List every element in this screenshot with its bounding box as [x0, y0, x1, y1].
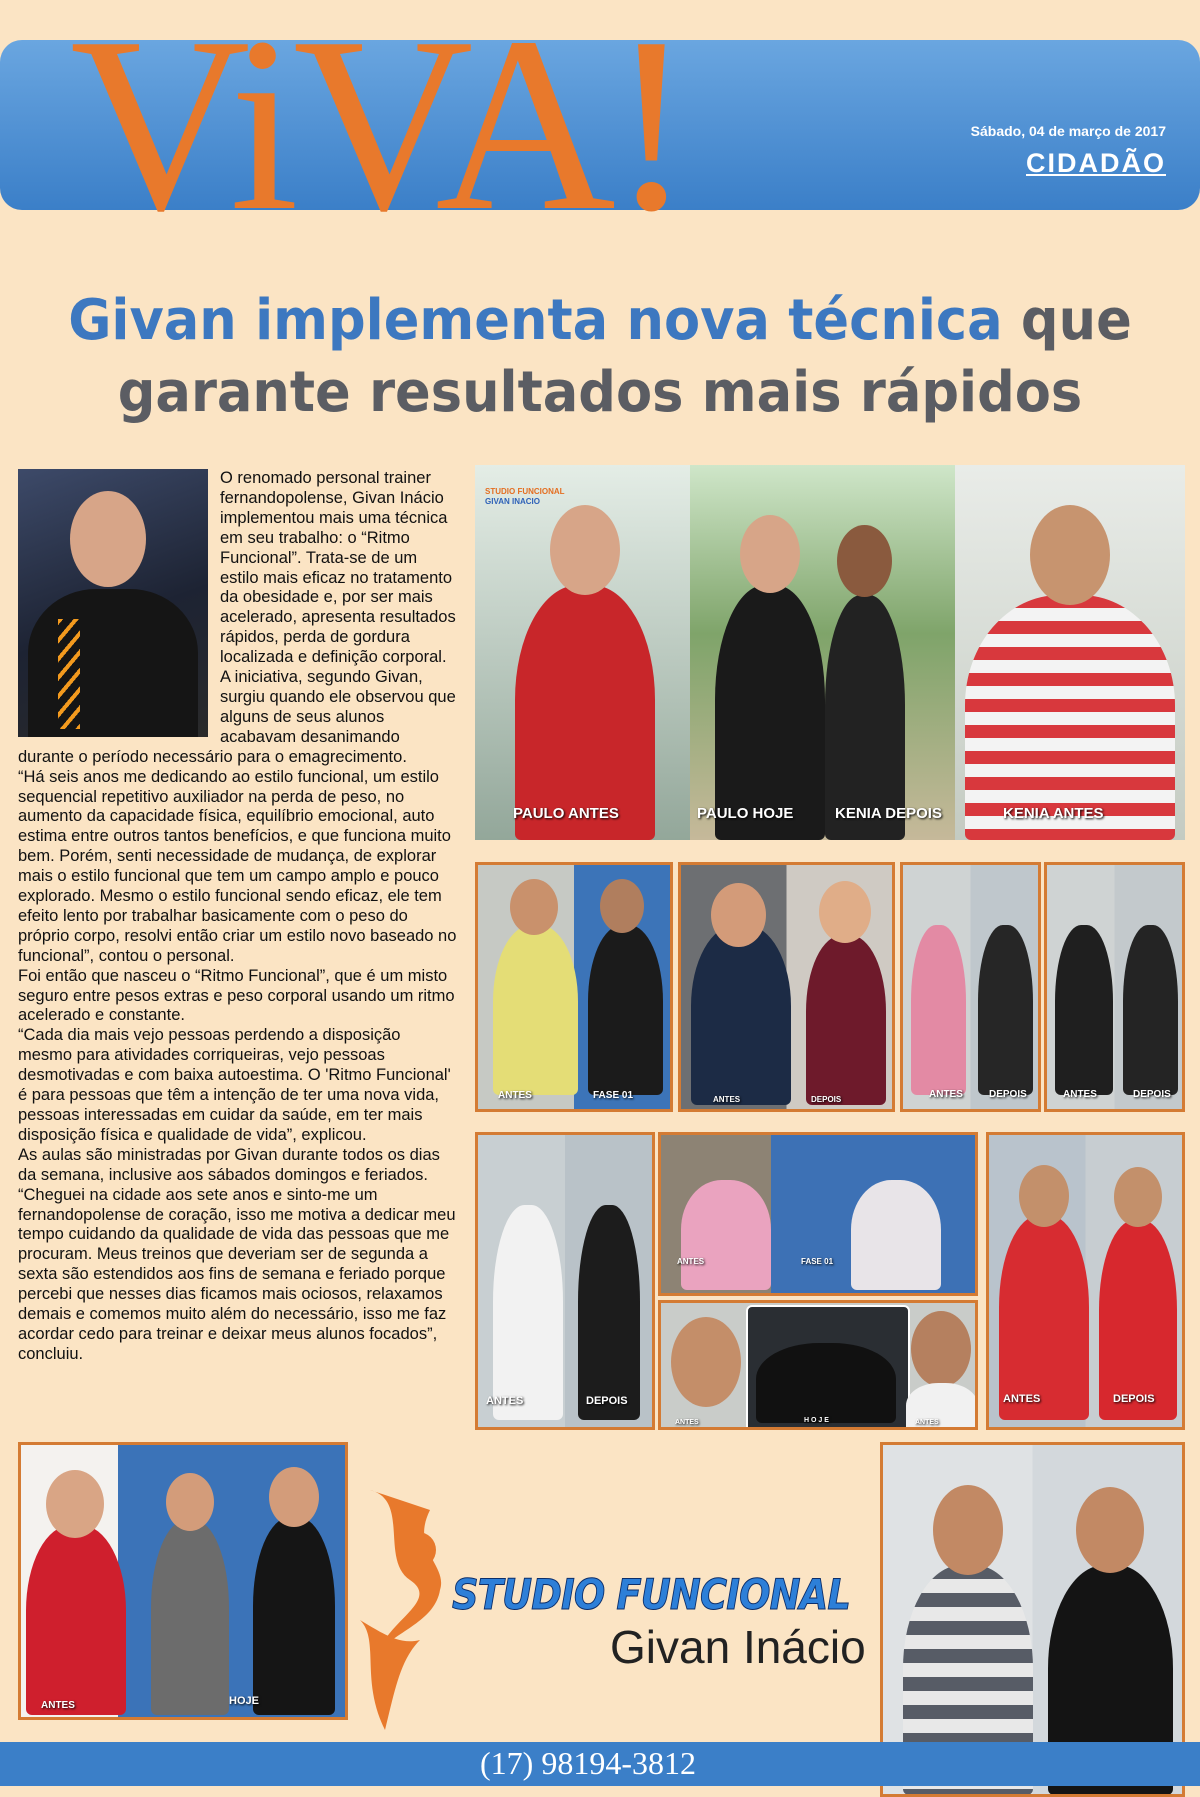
person-paulo-now — [715, 585, 825, 840]
person-kenia-before — [965, 595, 1175, 840]
section-name: CIDADÃO — [1026, 148, 1166, 178]
photo-antes-depois-5: ANTES DEPOIS — [475, 1132, 655, 1430]
article-paragraph: As aulas são ministradas por Givan durante todos os dias da semana, inclusive aos sábados domingos e feriados. — [18, 1145, 440, 1184]
photo-before-fase01: ANTES FASE 01 — [475, 862, 673, 1112]
studio-funcional-logo-icon — [340, 1470, 460, 1740]
article-paragraph: O renomado personal trainer fernandopolense, Givan Inácio implementou mais uma técnica em seu trabalho: o “Ritmo Funcional”. Trata-se de um estilo mais eficaz no tratamento da obesidade e, por ser mais acelerado, apresenta resultados rápidos, perda de gordura localizada e definição corporal. — [220, 469, 456, 667]
photo-paulo-kenia: STUDIO FUNCIONAL GIVAN INACIO PAULO ANTES PAULO HOJE KENIA DEPOIS KENIA ANTES — [475, 465, 1185, 840]
photo-antes-fase01-2: ANTES FASE 01 — [658, 1132, 978, 1296]
viva-logo: ViVA! — [70, 0, 688, 263]
article-paragraph: A iniciativa, segundo Givan, surgiu quando ele observou que alguns de seus alunos acabavam desanimando durante o período necessário para o emagrecimento. — [18, 668, 456, 766]
author-head — [70, 491, 146, 587]
article-paragraph: “Há seis anos me dedicando ao estilo funcional, um estilo sequencial repetitivo auxiliador na perda de peso, no aumento da capacidade física, equilíbrio emocional, auto estima entre outros tantos benefícios, e que funciona muito bem. Porém, senti necessidade de mudança, de explorar mais o estilo funcional que tem um campo amplo e pouco explorado. Mesmo o estilo funcional sendo eficaz, ele tem efeito lento por trabalhar basicamente com o peso do próprio corpo, resolvi então criar um estilo novo baseado no funcional”, contou o personal. — [18, 767, 457, 965]
headline-part1: Givan implementa nova técnica — [68, 288, 1003, 353]
article-paragraph: “Cada dia mais vejo pessoas perdendo a disposição mesmo para atividades corriqueiras, vejo pessoas desmotivadas e com baixa autoestima. O 'Ritmo Funcional' é para pessoas que têm a intenção de ter uma nova vida, pessoas interessadas em cuidar da saúde, em ter mais disposição física e qualidade de vida”, explicou. — [18, 1026, 451, 1144]
phone-number: (17) 98194-3812 — [480, 1745, 696, 1781]
studio-owner-name: Givan Inácio — [610, 1621, 866, 1673]
headline — [36, 285, 1164, 429]
headline-part2: que — [1020, 288, 1132, 353]
article-body — [18, 469, 458, 1439]
article-paragraph: Foi então que nasceu o “Ritmo Funcional”, que é um misto seguro entre pesos extras e peso corporal usando um ritmo acelerado e constante. — [18, 966, 455, 1025]
headline-line2: garante resultados mais rápidos — [117, 360, 1083, 425]
person-kenia-after — [825, 595, 905, 840]
label-paulo-hoje: PAULO HOJE — [697, 805, 794, 822]
photo-hoje-group: ANTES H O J E ANTES — [658, 1300, 978, 1430]
photo-antes-hoje-woman: ANTES HOJE — [18, 1442, 348, 1720]
label-kenia-antes: KENIA ANTES — [1003, 805, 1104, 822]
author-photo — [18, 469, 208, 737]
article-paragraph: “Cheguei na cidade aos sete anos e sinto-me um fernandopolense de coração, isso me motiva a dedicar meu tempo cuidando da qualidade de vida das pessoas que me procuram. Meus treinos que deveriam ser de segunda a sexta são estendidos aos fins de semana e feriado porque percebi que nesses dias ficamos mais ociosos, relaxamos demais e comemos muito além do necessário, isso me faz acordar cedo para treinar e deixar meus alunos focados”, concluiu. — [18, 1185, 456, 1363]
jacket-stripes — [58, 619, 80, 729]
author-jacket — [28, 589, 198, 737]
label-kenia-depois: KENIA DEPOIS — [835, 805, 942, 822]
issue-date: Sábado, 04 de março de 2017 — [970, 123, 1166, 139]
photo-antes-depois-6: ANTES DEPOIS — [986, 1132, 1185, 1430]
studio-funcional-title: STUDIO FUNCIONAL — [452, 1570, 851, 1619]
person-paulo-before — [515, 585, 655, 840]
photo-antes-depois-4: ANTES DEPOIS — [1044, 862, 1185, 1112]
label-paulo-antes: PAULO ANTES — [513, 805, 619, 822]
photo-antes-depois-2: ANTES DEPOIS — [678, 862, 895, 1112]
photo-antes-depois-3: ANTES DEPOIS — [900, 862, 1041, 1112]
